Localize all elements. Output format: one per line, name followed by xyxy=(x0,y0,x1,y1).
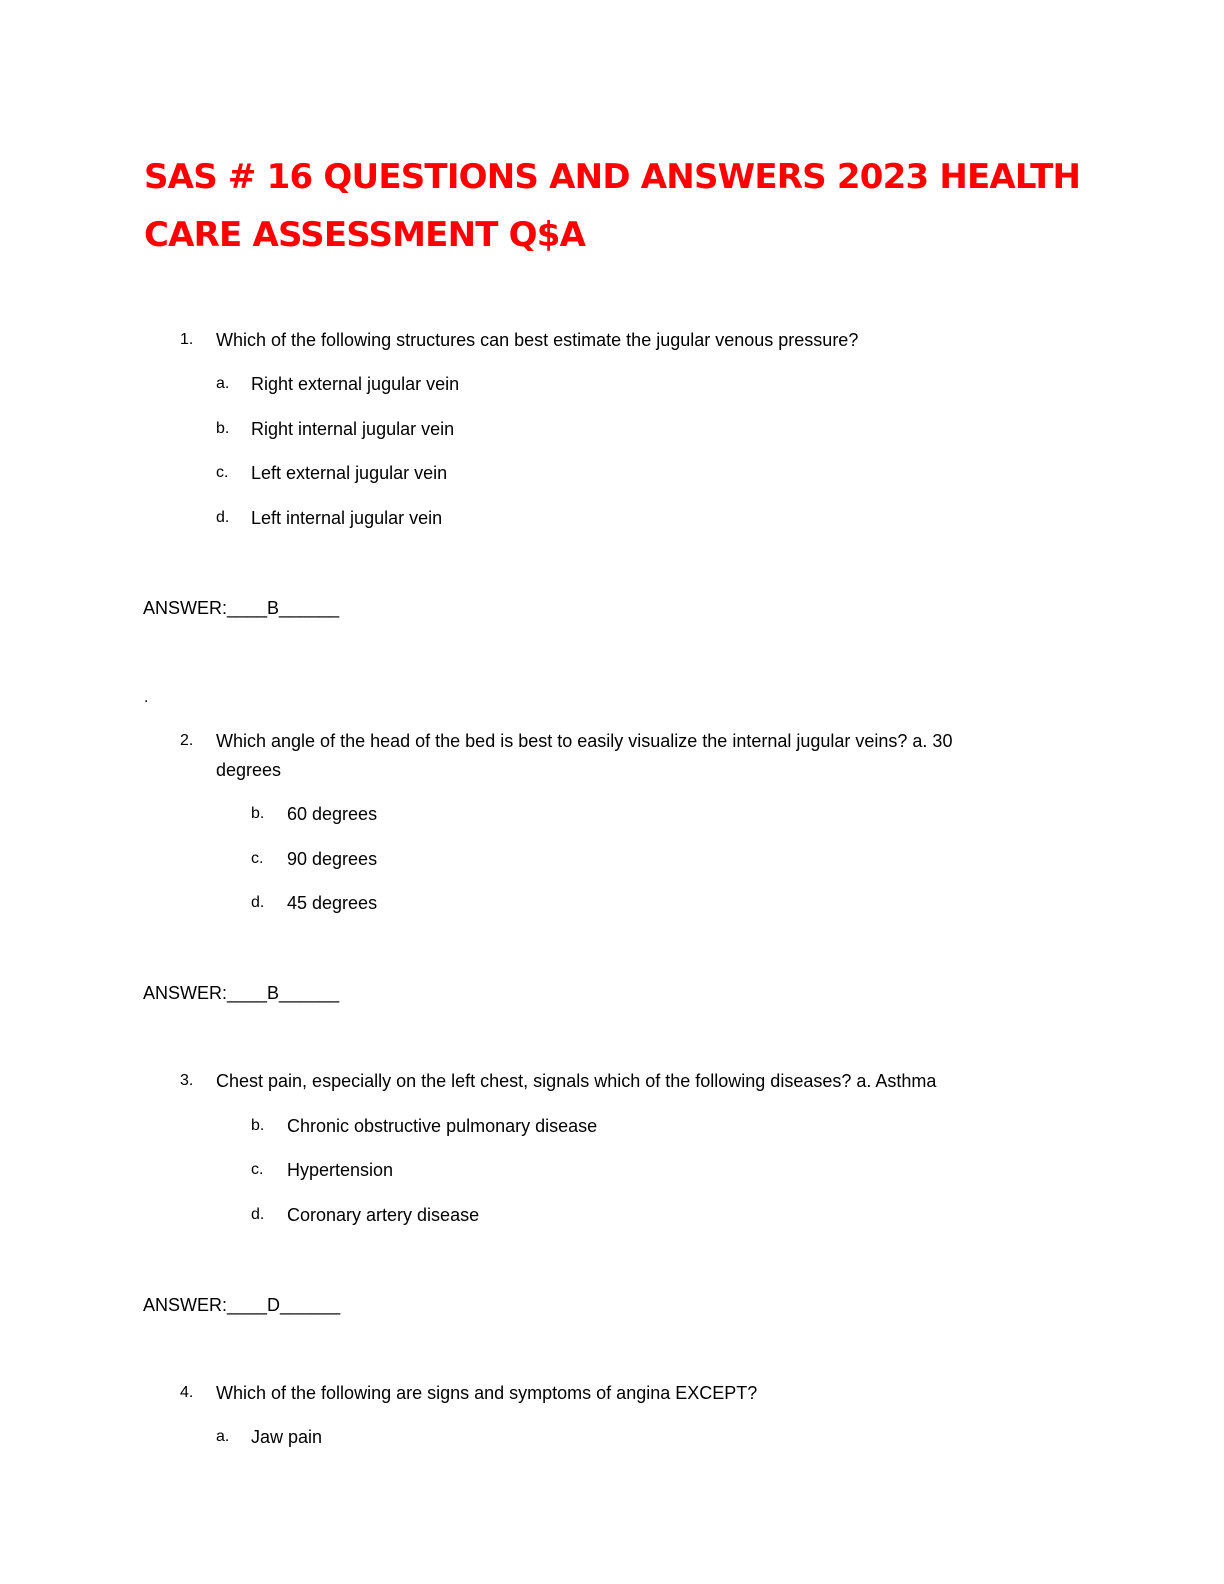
option-text: Left internal jugular vein xyxy=(251,508,443,528)
answer-line: ANSWER:____D______ xyxy=(143,1295,341,1315)
option-letter: a. xyxy=(216,375,230,392)
option-text: 45 degrees xyxy=(287,893,378,913)
option-letter: c. xyxy=(251,1161,264,1178)
question-number: 4. xyxy=(180,1384,194,1401)
separator-dot: . xyxy=(144,689,149,706)
option-letter: b. xyxy=(251,1117,265,1134)
option-text: Right external jugular vein xyxy=(251,374,460,394)
question-text: Which of the following are signs and symptoms of angina EXCEPT? xyxy=(216,1383,758,1403)
option-text: Jaw pain xyxy=(251,1427,323,1447)
option-letter: c. xyxy=(251,850,264,867)
option-text: Left external jugular vein xyxy=(251,463,448,483)
option-letter: a. xyxy=(216,1428,230,1445)
question-text: Which of the following structures can best estimate the jugular venous pressure? xyxy=(216,330,859,350)
option-letter: d. xyxy=(251,894,265,911)
question-text: Chest pain, especially on the left chest, signals which of the following diseases? a. Asthma xyxy=(216,1071,937,1091)
option-letter: b. xyxy=(251,805,265,822)
option-letter: c. xyxy=(216,464,229,481)
question-number: 2. xyxy=(180,732,194,749)
question-text-continued: degrees xyxy=(216,760,282,780)
option-letter: d. xyxy=(216,509,230,526)
answer-line: ANSWER:____B______ xyxy=(143,983,340,1003)
option-text: 90 degrees xyxy=(287,849,378,869)
option-text: Chronic obstructive pulmonary disease xyxy=(287,1116,598,1136)
option-text: Right internal jugular vein xyxy=(251,419,455,439)
option-text: 60 degrees xyxy=(287,804,378,824)
option-letter: b. xyxy=(216,420,230,437)
option-text: Hypertension xyxy=(287,1160,394,1180)
question-number: 3. xyxy=(180,1072,194,1089)
question-number: 1. xyxy=(180,331,194,348)
question-text: Which angle of the head of the bed is best to easily visualize the internal jugular veins? a. 30 xyxy=(216,731,953,751)
document-title: SAS # 16 QUESTIONS AND ANSWERS 2023 HEALTH CARE ASSESSMENT Q$A xyxy=(144,157,1081,255)
option-text: Coronary artery disease xyxy=(287,1205,480,1225)
option-letter: d. xyxy=(251,1206,265,1223)
answer-line: ANSWER:____B______ xyxy=(143,598,340,618)
